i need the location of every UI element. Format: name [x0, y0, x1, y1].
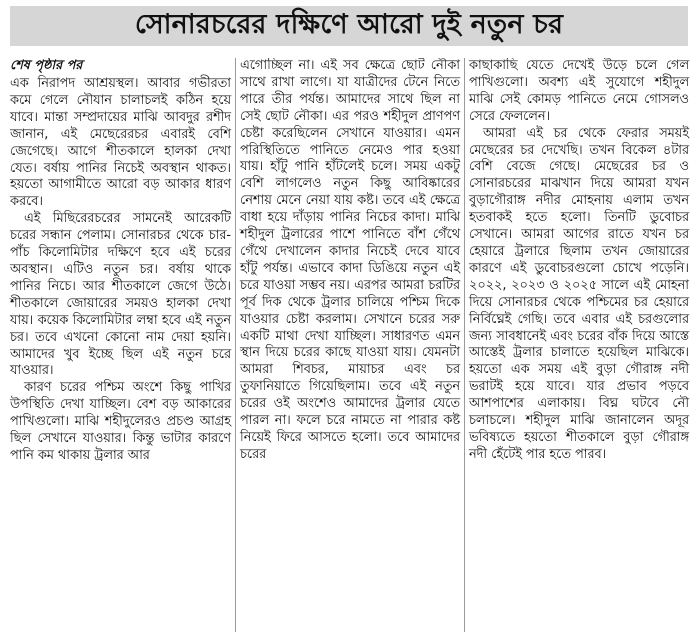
- column-1: [6, 58, 235, 632]
- paragraph: কারণ চরের পশ্চিম অংশে কিছু পাখির উপস্থিতি দেখা যাচ্ছিল। বেশ বড় আকারের পাখিগুলো। মাঝি শহীদুলেরও প্রচণ্ড আগ্রহ ছিল সেখানে যাওয়ার। কিন্তু ভাটার কারণে পানি কম থাকায় ট্রলার আর: [10, 380, 231, 463]
- paragraph: এই মিছিরেরচরের সামনেই আরেকটি চরের সন্ধান পেলাম। সোনারচর থেকে চার-পাঁচ কিলোমিটার দক্ষিণে হবে এই চরের অবস্থান। এটিও নতুন চর। বর্ষায় থাকে পানির নিচে। আর শীতকালে জেগে উঠে। শীতকালে জোয়ারের সময়ও হালকা দেখা যায়। কয়েক কিলোমিটার লম্বা হবে এই নতুন চর। তবে এখনো কোনো নাম দেয়া হয়নি। আমাদের খুব ইচ্ছে ছিল এই নতুন চরে যাওয়ার।: [10, 211, 231, 379]
- paragraph: কাছাকাছি যেতে দেখেই উড়ে চলে গেল পাখিগুলো। অবশ্য এই সুযোগে শহীদুল মাঝি সেই কোমড় পানিতে নেমে গোসলও সেরে ফেললেন।: [469, 58, 689, 124]
- column-2: [235, 58, 464, 632]
- continued-label: শেষ পৃষ্ঠার পর: [10, 58, 83, 73]
- paragraph: এগোচ্ছিল না। এই সব ক্ষেত্রে ছোট নৌকা সাথে রাখা লাগে। যা যাত্রীদের টেনে নিতে পারে তীর পর্যন্ত। আমাদের সাথে ছিল না সেই ছোট নৌকা। এর পরও শহীদুল প্রাণপণ চেষ্টা করেছিলেন সেখানে যাওয়ার। এমন পরিস্থিতিতে পানিতে নেমেও পার হওয়া যায়। হাঁটু পানি হাঁটলেই চলে। সময় একটু বেশি লাগলেও নতুন কিছু আবিষ্কারের নেশায় মেনে নেয়া যায় কষ্ট। তবে এই ক্ষেত্রে বাধা হয়ে দাঁড়ায় পানির নিচের কাদা। মাঝি শহীদুল ট্রলারের পাশে পানিতে বাঁশ গেঁথে গেঁথে দেখালেন কাদার নিচেই দেবে যাবে হাঁটু পর্যন্ত। এভাবে কাদা ডিঙিয়ে নতুন এই চরে যাওয়া সম্ভব নয়। এরপর আমরা চরটির পূর্ব দিক থেকে ট্রলার চালিয়ে পশ্চিম দিকে যাওয়ার চেষ্টা করলাম। সেখানে চরের সরু একটি মাথা দেখা যাচ্ছিল। সাধারণত এমন স্থান দিয়ে চরের কাছে যাওয়া যায়। যেমনটা আমরা শিবচর, মায়াচর এবং চর তুফানিয়াতে গিয়েছিলাম। তবে এই নতুন চরের ওই অংশেও আমাদের ট্রলার যেতে পারল না। ফলে চরে নামতে না পারার কষ্ট নিয়েই ফিরে আসতে হলো। তবে আমাদের চরের: [240, 58, 460, 462]
- column-3: [464, 58, 693, 632]
- headline: সোনারচরের দক্ষিণে আরো দুই নতুন চর: [10, 6, 688, 46]
- article-body: [6, 58, 694, 632]
- paragraph: আমরা এই চর থেকে ফেরার সময়ই মেছেরের চর দেখেছি। তখন বিকেল ৪টার বেশি বেজে গেছে। মেছেরের চর ও সোনারচরের মাঝখান দিয়ে আমরা যখন বুড়াগৌরাঙ্গ নদীর মোহনায় এলাম তখন হতবাকই হতে হলো। তিনটি ডুবোচর সেখানে। আমরা আগের রাতে যখন চর হেয়ারে ট্রলারে ছিলাম তখন জোয়ারের কারণে এই ডুবোচরগুলো চোখে পড়েনি। ২০২২, ২০২৩ ও ২০২৫ সালে এই মোহনা দিয়ে সোনারচর থেকে পশ্চিমের চর হেয়ারে নির্বিঘ্নেই গেছি। তবে এবার এই চরগুলোর জন্য সাবধানেই এবং চরের বাঁক দিয়ে আস্তে আস্তেই ট্রলার চালাতে হয়েছিল মাঝিকে। হয়তো এক সময় এই বুড়া গৌরাঙ্গ নদী ভরাটই হয়ে যাবে। যার প্রভাব পড়বে আশপাশের এলাকায়। বিঘ্ন ঘটবে নৌ চলাচলে। শহীদুল মাঝি জানালেন অদূর ভবিষ্যতে হয়তো শীতকালে বুড়া গৌরাঙ্গ নদী হেঁটেই পার হতে পারব।: [469, 125, 689, 462]
- paragraph: এক নিরাপদ আশ্রয়স্থল। আবার গভীরতা কমে গেলে নৌযান চালাচলই কঠিন হয়ে যাবে। মান্তা সম্প্রদায়ের মাঝি আবদুর রশীদ জানান, এই মেছেরেরচর এবারই বেশি জেগেছে। আগে শীতকালে হালকা দেখা যেত। বর্ষায় পানির নিচেই অবস্থান থাকত। হয়তো আগামীতে আরো বড় আকার ধারণ করবে।: [10, 76, 231, 210]
